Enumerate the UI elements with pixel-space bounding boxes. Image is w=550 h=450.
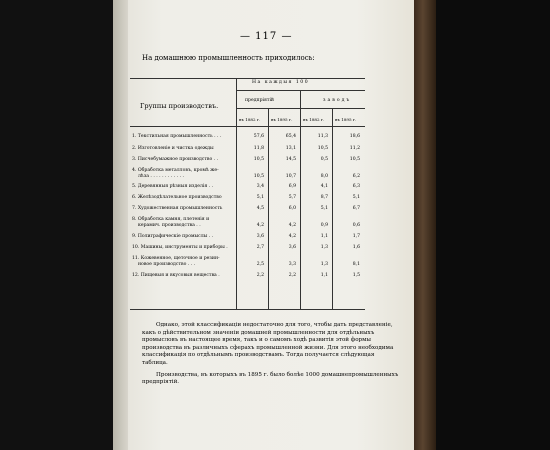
header-bottom-rule [130,126,365,127]
table-cell: 3,3 [288,262,296,267]
table-cell: 4,5 [256,206,264,211]
row-label-line: 5. Деревянныя рѣзныя изделія . . [132,184,214,189]
table-cell: 3,4 [256,184,264,189]
table-row-label [132,134,236,140]
book-spine [414,0,436,450]
table-cell: 1,1 [320,273,328,278]
table-cell: 0,5 [320,157,328,162]
year-header: въ 1882 г. [239,117,261,122]
table-cell: 6,3 [352,184,360,189]
table-cell: 14,5 [285,157,296,162]
table-row-label [132,256,236,268]
table-cell: 10,5 [349,157,360,162]
table-cell: 1,7 [352,234,360,239]
table-cell: 0,9 [320,223,328,228]
table-cell: 10,5 [317,146,328,151]
table-bottom-rule [130,309,365,310]
table-row-label [132,146,236,152]
table-intro: На домашнюю промышленность приходилось: [142,54,315,62]
row-label-line: 7. Художественная промышленность [132,206,223,211]
row-label-line: 1. Текстильная промышленность . . . [132,134,222,139]
table-cell: 3,6 [288,245,296,250]
table-cell: 4,2 [288,223,296,228]
table-cell: 4,2 [256,223,264,228]
table-cell: 11,8 [253,146,264,151]
table-row-label [132,234,236,240]
row-label-line: лѣза . . . . . . . . . . . . [138,174,184,179]
table-cell: 57,6 [253,134,264,139]
table-cell: 65,4 [285,134,296,139]
table-cell: 6,9 [288,184,296,189]
table-cell: 1,5 [352,273,360,278]
table-cell: 1,3 [320,245,328,250]
table-cell: 5,7 [288,195,296,200]
table-cell: 8,7 [320,195,328,200]
table-cell: 2,2 [288,273,296,278]
row-label-line: 10. Машины, инструменты и приборы . [132,245,228,250]
header-zavod: заводъ [323,98,352,103]
table-cell: 5,1 [352,195,360,200]
col-divider-3 [300,90,301,310]
row-label-line: 2. Изготовленіе и чистка одежды [132,146,214,151]
previous-page-edge [113,0,128,450]
header-predpriyatiy: предпріятій [245,98,274,103]
table-cell: 10,5 [253,174,264,179]
table-cell: 0,6 [352,223,360,228]
col-divider-4 [332,108,333,310]
table-cell: 1,1 [320,234,328,239]
table-cell: 6,2 [352,174,360,179]
table-cell: 11,3 [317,134,328,139]
table-cell: 2,5 [256,262,264,267]
table-cell: 5,1 [256,195,264,200]
table-row-label [132,184,236,190]
paragraph: Однако, этой классификаціи недостаточно для того, чтобы дать представленіе, какъ о дѣйствительном значеніи домашней промышленности для отдѣльныхъ промысловъ въ настоящее время, такъ и о самомъ ходѣ развитія этой формы производства въ различныхъ сферахъ промышленной жизни. Для этого необходима классификація по отдѣльнымъ производствамъ. Тогда получается слѣдующая таблица. [142,322,394,366]
table-cell: 1,3 [320,262,328,267]
table-cell: 13,1 [285,146,296,151]
col-divider-2 [268,108,269,310]
header-na-kazhdye: На каждыя 100 [252,80,310,85]
table-row-label [132,217,236,229]
row-label-line: 12. Пищевыя и вкусовыя вещества . [132,273,220,278]
table-cell: 1,6 [352,245,360,250]
page-number: — 117 — [240,31,293,42]
table-cell: 10,5 [253,157,264,162]
table-cell: 2,7 [256,245,264,250]
row-label-line: керамич. производства . . [138,223,201,228]
table-row-label [132,157,236,163]
row-label-line: новое производство . . . [138,262,196,267]
table-row-label [132,245,236,251]
row-label-line: 9. Полиграфическіе промыслы . . [132,234,214,239]
table-row-label [132,195,236,201]
table-cell: 18,6 [349,134,360,139]
table-cell: 4,2 [288,234,296,239]
table-cell: 2,2 [256,273,264,278]
statistics-table [130,78,365,310]
table-cell: 5,1 [320,206,328,211]
table-cell: 8,1 [352,262,360,267]
table-cell: 3,6 [256,234,264,239]
table-cell: 6,7 [352,206,360,211]
table-cell: 10,7 [285,174,296,179]
dark-background [436,0,550,450]
table-row-label [132,206,236,212]
table-cell: 8,0 [320,174,328,179]
table-row-label [132,168,236,180]
col-divider-1 [236,78,237,310]
table-top-rule [130,78,365,79]
table-cell: 4,1 [320,184,328,189]
table-cell: 6,0 [288,206,296,211]
table-cell: 11,2 [349,146,360,151]
paragraph: Производства, въ которыхъ въ 1895 г. было болѣе 1000 домашнепромышленныхъ предпріятій. [142,371,399,386]
body-text [142,322,400,387]
header-groups: Группы производствъ. [140,102,219,110]
row-label-line: 8. Обработка камня, плетенія и [132,217,210,222]
year-header: въ 1882 г. [303,117,325,122]
table-row-label [132,273,236,279]
row-label-line: 3. Писчебумажное производство . . [132,157,219,162]
row-label-line: 11. Кожевенное, щеточное и резин- [132,256,220,261]
year-header: въ 1895 г. [335,117,357,122]
row-label-line: 6. Желѣзодѣлательное производство [132,195,222,200]
row-label-line: 4. Обработка металловъ, кромѣ же- [132,168,219,173]
year-header: въ 1895 г. [271,117,293,122]
